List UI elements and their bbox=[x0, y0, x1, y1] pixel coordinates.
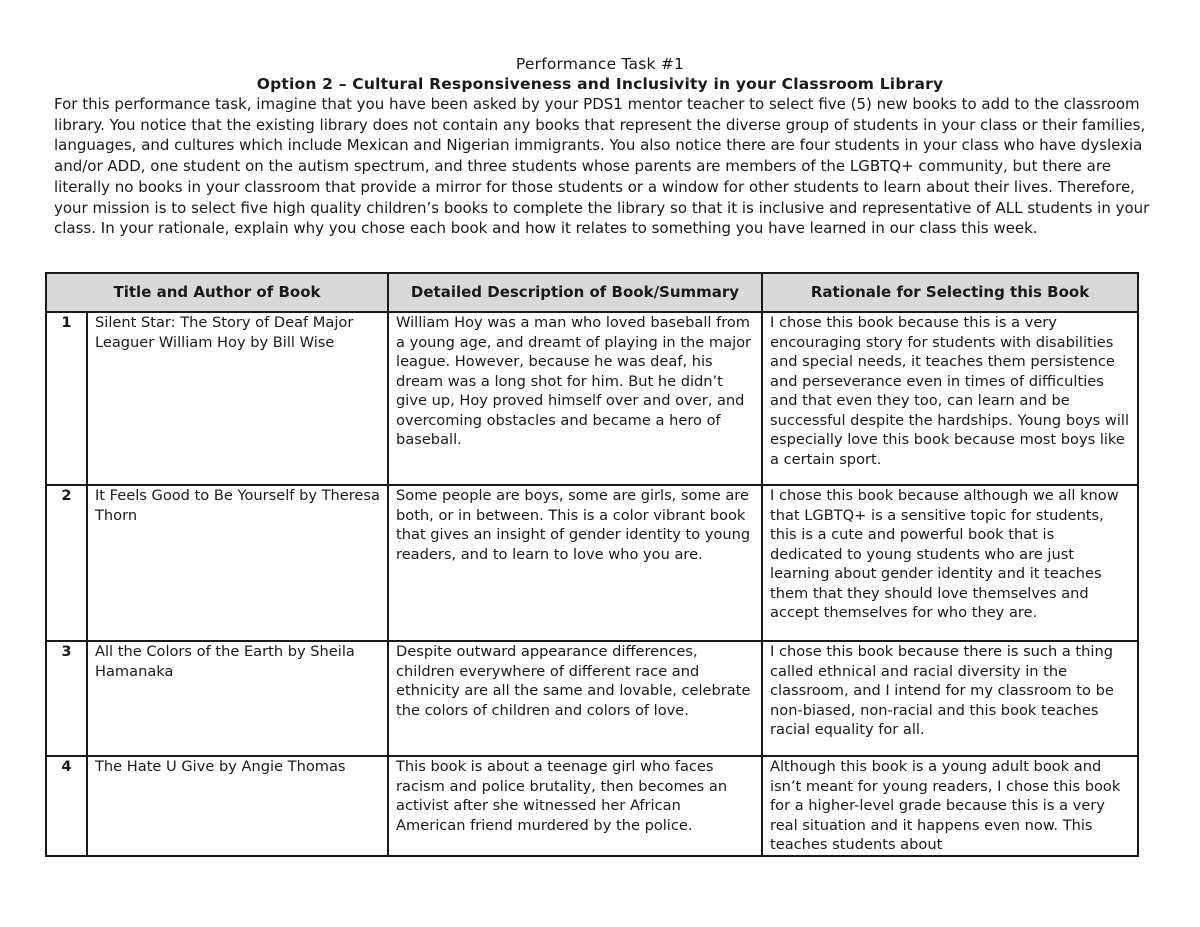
book-description: William Hoy was a man who loved baseball from a young age, and dreamt of playing in the major league. However, because he was deaf, his dream was a long shot for him. But he didn’t give up, Hoy proved himself over and over, and overcoming obstacles and became a hero of baseball. bbox=[388, 312, 762, 485]
book-selection-table bbox=[45, 272, 1139, 857]
row-number: 2 bbox=[46, 485, 87, 641]
header-description: Detailed Description of Book/Summary bbox=[388, 273, 762, 312]
book-title-author: Silent Star: The Story of Deaf Major Leaguer William Hoy by Bill Wise bbox=[87, 312, 388, 485]
intro-paragraph: For this performance task, imagine that you have been asked by your PDS1 mentor teacher to select five (5) new books to add to the classroom library. You notice that the existing library does not contain any books that represent the diverse group of students in your class or their families, languages, and cultures which include Mexican and Nigerian immigrants. You also notice there are four students in your class who have dyslexia and/or ADD, one student on the autism spectrum, and three students whose parents are members of the LGBTQ+ community, but there are literally no books in your classroom that provide a mirror for those students or a window for other students to learn about their lives. Therefore, your mission is to select five high quality children’s books to complete the library so that it is inclusive and representative of ALL students in your class. In your rationale, explain why you chose each book and how it relates to something you have learned in our class this week. bbox=[54, 95, 1150, 238]
book-rationale: Although this book is a young adult book and isn’t meant for young readers, I chose this book for a higher-level grade because this is a very real situation and it happens even now. This teaches students about bbox=[762, 756, 1138, 856]
book-title-author: All the Colors of the Earth by Sheila Hamanaka bbox=[87, 641, 388, 756]
document-subtitle: Option 2 – Cultural Responsiveness and Inclusivity in your Classroom Library bbox=[256, 75, 944, 93]
table-row bbox=[46, 312, 1138, 485]
book-title-author: It Feels Good to Be Yourself by Theresa Thorn bbox=[87, 485, 388, 641]
row-number: 1 bbox=[46, 312, 87, 485]
document-title: Performance Task #1 bbox=[515, 55, 685, 73]
book-title-author: The Hate U Give by Angie Thomas bbox=[87, 756, 388, 856]
table-row bbox=[46, 485, 1138, 641]
row-number: 4 bbox=[46, 756, 87, 856]
book-rationale: I chose this book because this is a very encouraging story for students with disabilities and special needs, it teaches them persistence and perseverance even in times of difficulties and that even they too, can learn and be successful despite the hardships. Young boys will especially love this book because most boys like a certain sport. bbox=[762, 312, 1138, 485]
header-title-author: Title and Author of Book bbox=[46, 273, 388, 312]
book-description: Despite outward appearance differences, children everywhere of different race and ethnicity are all the same and lovable, celebrate the colors of children and colors of love. bbox=[388, 641, 762, 756]
table-header-row bbox=[46, 273, 1138, 312]
book-rationale: I chose this book because there is such a thing called ethnical and racial diversity in the classroom, and I intend for my classroom to be non-biased, non-racial and this book teaches racial equality for all. bbox=[762, 641, 1138, 756]
header-rationale: Rationale for Selecting this Book bbox=[762, 273, 1138, 312]
table-row bbox=[46, 756, 1138, 856]
book-description: This book is about a teenage girl who faces racism and police brutality, then becomes an activist after she witnessed her African American friend murdered by the police. bbox=[388, 756, 762, 856]
book-rationale: I chose this book because although we all know that LGBTQ+ is a sensitive topic for students, this is a cute and powerful book that is dedicated to young students who are just learning about gender identity and it teaches them that they should love themselves and accept themselves for who they are. bbox=[762, 485, 1138, 641]
book-description: Some people are boys, some are girls, some are both, or in between. This is a color vibrant book that gives an insight of gender identity to young readers, and to learn to love who you are. bbox=[388, 485, 762, 641]
row-number: 3 bbox=[46, 641, 87, 756]
table-row bbox=[46, 641, 1138, 756]
